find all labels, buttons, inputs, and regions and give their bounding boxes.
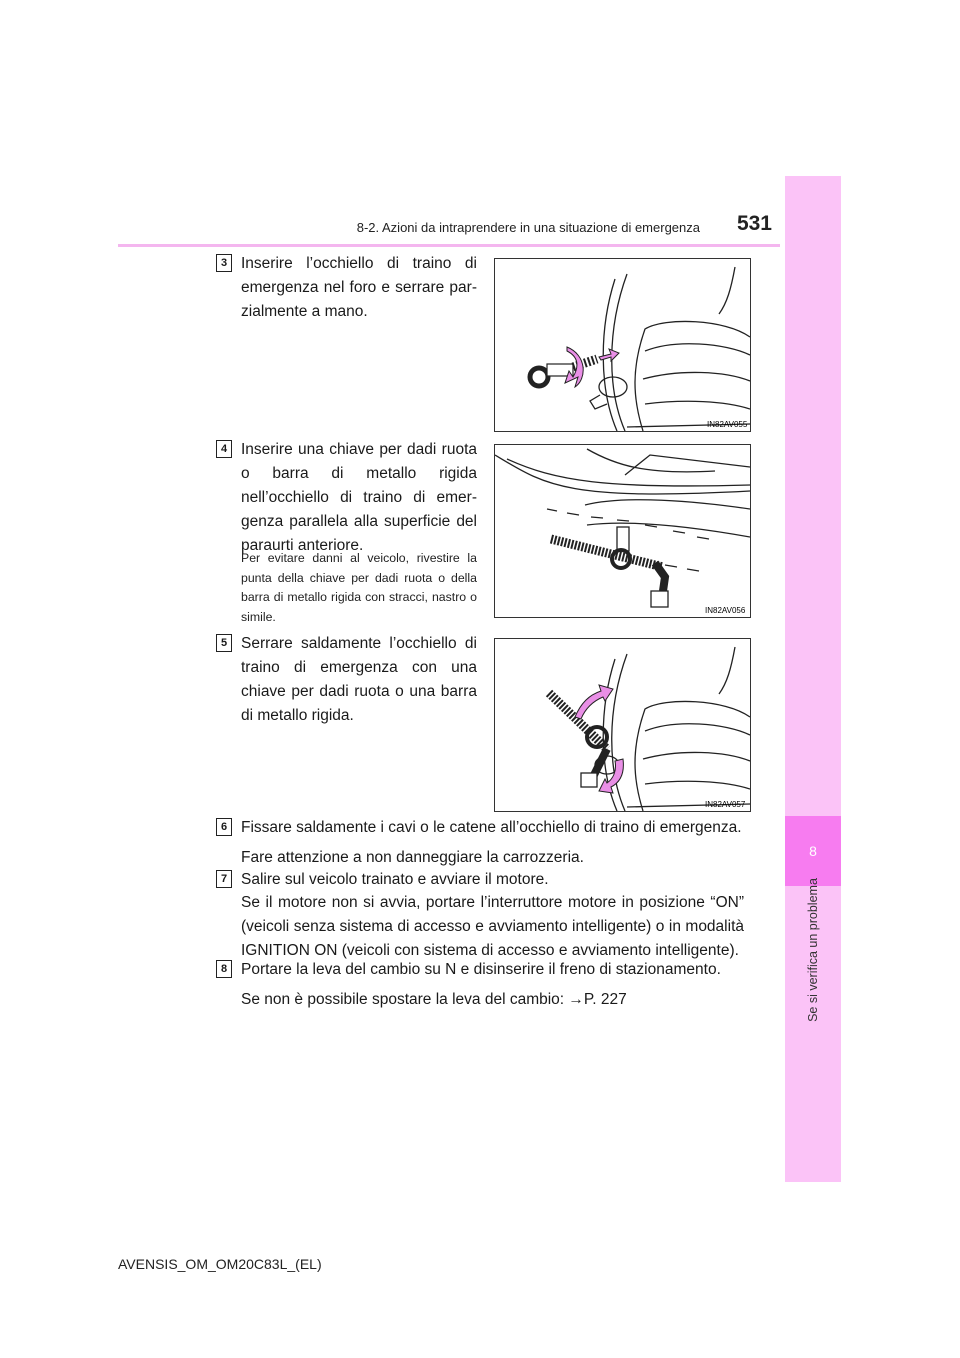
figure-wrench-parallel [494, 444, 751, 618]
chapter-label-text: Se si verifica un problema [806, 878, 820, 1022]
step-6-badge: 6 [216, 818, 232, 836]
push-arrow-icon [599, 349, 619, 361]
wrench-bar [549, 693, 607, 749]
figure-code: IN82AV057 [705, 800, 746, 809]
step-7-text: Salire sul veicolo trainato e avviare il motore. [241, 871, 549, 888]
step-6-subtext: Fare attenzione a non danneggiare la carrozzeria. [241, 849, 584, 866]
rotate-up-arrow-icon [575, 685, 613, 719]
tow-eyelet-insert-illustration [495, 259, 750, 431]
step-4-text: Inserire una chiave per dadi ruota o barra di metallo rigida nell’occhiello di traino di emergenza parallela alla superficie del paraurti anteriore. [241, 441, 477, 554]
header-divider [118, 244, 780, 247]
section-title: 8-2. Azioni da intraprendere in una situazione di emergenza [356, 220, 700, 235]
document-code: AVENSIS_OM_OM20C83L_(EL) [118, 1256, 322, 1272]
step-5-badge: 5 [216, 634, 232, 652]
page-number: 531 [736, 212, 772, 235]
step-7-badge: 7 [216, 870, 232, 888]
step-8-badge: 8 [216, 960, 232, 978]
step-7-subtext: Se il motore non si avvia, portare l’interruttore motore in posizione “ON” (veicoli senza sistema di accesso e avviamento intelligente) o in modalità IGNITION ON (veicoli con sistema di accesso e avviamento intelligente). [241, 894, 744, 959]
chapter-number: 8 [785, 816, 841, 886]
step-3-text: Inserire l’occhiello di traino di emergenza nel foro e serrare parzialmente a mano. [241, 255, 477, 320]
step-6-text: Fissare saldamente i cavi o le catene all’occhiello di traino di emergenza. [241, 819, 742, 836]
figure-tighten-eyelet [494, 638, 751, 812]
step-8-text: Portare la leva del cambio su N e disinserire il freno di stazionamento. [241, 961, 721, 978]
step-5-text: Serrare saldamente l’occhiello di traino di emergenza con una chiave per dadi ruota o una barra di metallo rigida. [241, 635, 477, 724]
step-4-badge: 4 [216, 440, 232, 458]
tow-eyelet [530, 359, 597, 386]
figure-tow-eyelet-insert [494, 258, 751, 432]
step-8-subtext: Se non è possibile spostare la leva del cambio: →P. 227 [241, 991, 627, 1008]
wrench-bar [551, 539, 663, 567]
figure-code: IN82AV055 [707, 420, 748, 429]
tighten-eyelet-illustration [495, 639, 750, 811]
step-4-note: Per evitare danni al veicolo, rivestire la punta della chiave per dadi ruota o della barra di metallo rigida con stracci, nastro o simile. [241, 551, 477, 624]
chapter-label [786, 850, 842, 1050]
wrench-parallel-illustration [495, 445, 750, 617]
step-3-badge: 3 [216, 254, 232, 272]
figure-code: IN82AV056 [705, 606, 746, 615]
